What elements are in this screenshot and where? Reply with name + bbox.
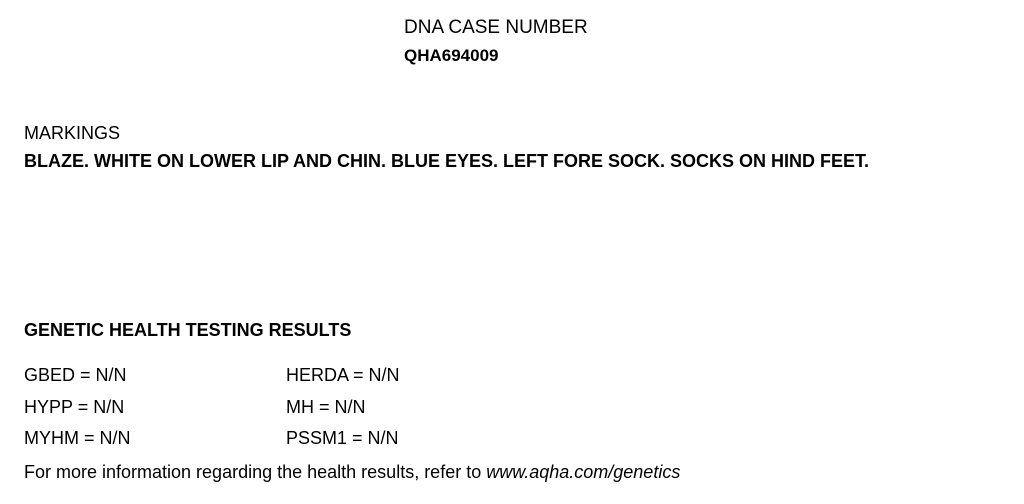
health-result-row bbox=[24, 365, 400, 386]
result-hypp: HYPP = N/N bbox=[24, 397, 125, 417]
health-result-row bbox=[24, 397, 366, 418]
result-herda: HERDA = N/N bbox=[286, 365, 400, 385]
health-info-note bbox=[24, 462, 680, 483]
dna-case-number: QHA694009 bbox=[404, 46, 499, 65]
result-gbed: GBED = N/N bbox=[24, 365, 127, 385]
health-result-row bbox=[24, 428, 399, 449]
markings-text: BLAZE. WHITE ON LOWER LIP AND CHIN. BLUE EYES. LEFT FORE SOCK. SOCKS ON HIND FEET. bbox=[24, 151, 870, 171]
result-pssm1: PSSM1 = N/N bbox=[286, 428, 399, 448]
markings-label: MARKINGS bbox=[24, 123, 121, 143]
health-info-text: For more information regarding the health results, refer to bbox=[24, 462, 487, 482]
result-mh: MH = N/N bbox=[286, 397, 366, 417]
dna-case-label: DNA CASE NUMBER bbox=[404, 17, 588, 38]
genetics-link[interactable]: www.aqha.com/genetics bbox=[486, 462, 681, 482]
health-results-heading: GENETIC HEALTH TESTING RESULTS bbox=[24, 320, 352, 340]
result-myhm: MYHM = N/N bbox=[24, 428, 131, 448]
